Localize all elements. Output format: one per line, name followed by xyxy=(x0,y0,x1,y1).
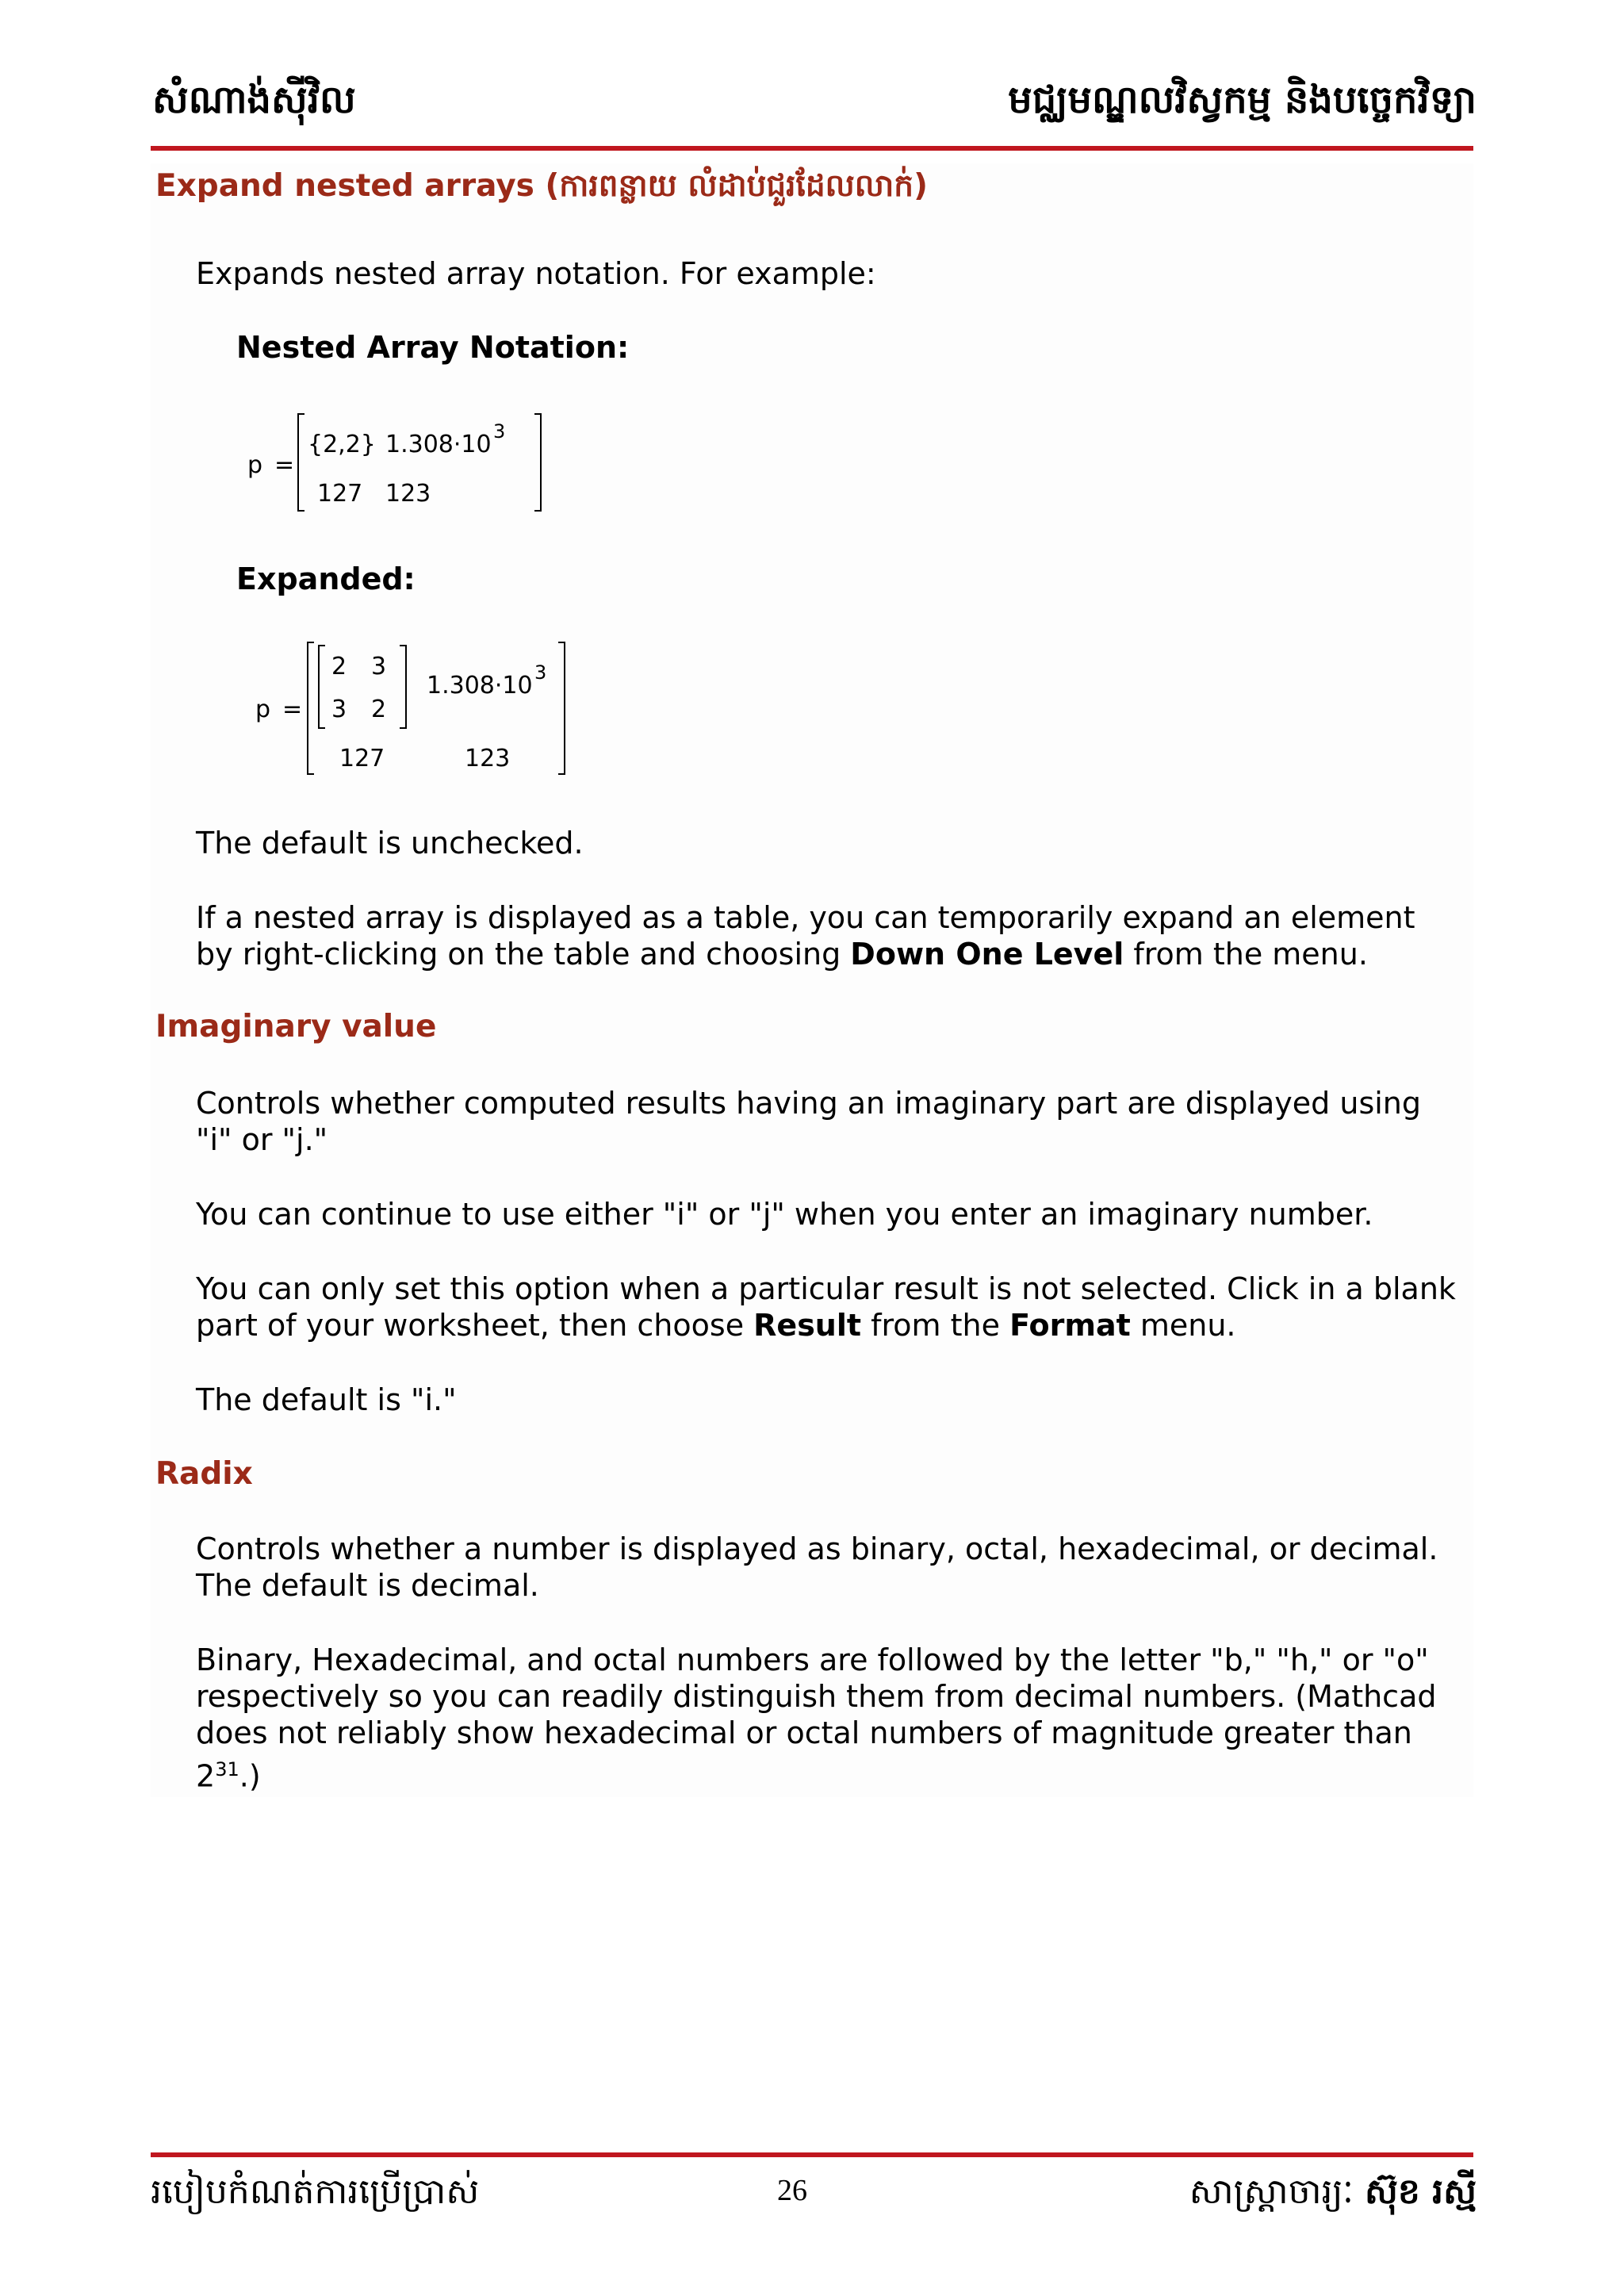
header-left-title: សំណាង់ស៊ីវិល xyxy=(152,78,356,122)
author-prefix: សាស្ត្រាចារ្យៈ xyxy=(1189,2171,1354,2212)
cell-r1c2-exp: 3 xyxy=(493,420,506,443)
exp-cell-r2c1: 127 xyxy=(339,745,385,772)
inner-right-bracket xyxy=(400,646,406,728)
p3-c: from the xyxy=(861,1308,1010,1343)
header-rule xyxy=(151,146,1473,151)
inner-cell: 3 xyxy=(371,653,387,680)
footer-author xyxy=(1189,2170,1477,2221)
section-heading-expand xyxy=(155,167,928,212)
p3-e: menu. xyxy=(1130,1308,1236,1343)
right-bracket xyxy=(534,414,541,511)
cell-r1c1: {2,2} xyxy=(308,431,376,458)
tip-text-1: If a nested array is displayed as a table, you can temporarily expand an element by right-clicking on the table and choosing xyxy=(196,900,1415,972)
imaginary-p4: The default is "i." xyxy=(196,1382,457,1417)
p3-a: You can only set this option when a particular result is not selected. Click in a blank part of your worksheet, then choose xyxy=(196,1271,1456,1343)
section-heading-radix: Radix xyxy=(155,1456,253,1492)
exp-cell-r2c2: 123 xyxy=(465,745,511,772)
p3-result: Result xyxy=(753,1308,862,1343)
math-var: p xyxy=(247,451,263,479)
inner-left-bracket xyxy=(319,646,325,728)
imaginary-p3 xyxy=(196,1271,1457,1343)
heading-khmer: (ការពន្លាយ លំដាប់ជួរដែលលាក់) xyxy=(545,168,928,204)
footer-left-text: របៀបកំណត់ការប្រើប្រាស់ xyxy=(151,2171,480,2212)
cell-r1c2-base: 1.308·10 xyxy=(385,431,492,458)
nested-label: Nested Array Notation: xyxy=(236,330,630,365)
radix-p2-b: .) xyxy=(239,1758,261,1794)
footer-rule xyxy=(151,2152,1473,2157)
imaginary-p1: Controls whether computed results having an imaginary part are displayed using "i" or "j." xyxy=(196,1086,1422,1157)
inner-cell: 2 xyxy=(371,696,387,723)
left-bracket xyxy=(298,414,304,511)
radix-p2-a: Binary, Hexadecimal, and octal numbers are followed by the letter "b," "h," or "o" respectively so you can readily distinguish them from decimal numbers. (Mathcad does not reliably show hexadecimal or octal numbers of magnitude greater than 2 xyxy=(196,1642,1437,1794)
inner-cell: 2 xyxy=(331,653,347,680)
page-number: 26 xyxy=(777,2174,807,2207)
math-eq-2: = xyxy=(282,696,303,723)
outer-right-bracket xyxy=(558,642,565,774)
radix-p2 xyxy=(196,1642,1457,1795)
section-heading-imaginary: Imaginary value xyxy=(155,1009,437,1045)
expand-table-tip xyxy=(196,899,1457,972)
imaginary-p2: You can continue to use either "i" or "j" when you enter an imaginary number. xyxy=(196,1197,1373,1232)
cell-r2c2: 123 xyxy=(385,480,431,508)
cell-r2c1: 127 xyxy=(317,480,363,508)
radix-sup: 31 xyxy=(215,1758,239,1780)
expanded-label: Expanded: xyxy=(236,562,416,596)
inner-cell: 3 xyxy=(331,696,347,723)
math-var-2: p xyxy=(255,696,271,723)
expanded-array-figure xyxy=(246,634,579,782)
exp-cell-r1c2-exp: 3 xyxy=(534,661,547,684)
outer-left-bracket xyxy=(308,642,314,774)
tip-text-2: from the menu. xyxy=(1124,937,1368,972)
math-eq: = xyxy=(274,451,295,479)
nested-array-figure xyxy=(238,403,555,522)
heading-text: Expand nested arrays xyxy=(155,168,534,204)
radix-p1: Controls whether a number is displayed as binary, octal, hexadecimal, or decimal. The default is decimal. xyxy=(196,1531,1438,1603)
exp-cell-r1c2-base: 1.308·10 xyxy=(427,672,533,700)
expand-default: The default is unchecked. xyxy=(196,826,584,861)
header-right-title: មជ្ឈមណ្ឌលវិស្វកម្ម និងបច្ចេកវិទ្យា xyxy=(1008,78,1477,122)
expand-intro: Expands nested array notation. For example: xyxy=(196,256,876,291)
tip-bold: Down One Level xyxy=(850,937,1124,972)
p3-format: Format xyxy=(1009,1308,1131,1343)
author-name: ស៊ុខ រស្មី xyxy=(1364,2171,1477,2212)
